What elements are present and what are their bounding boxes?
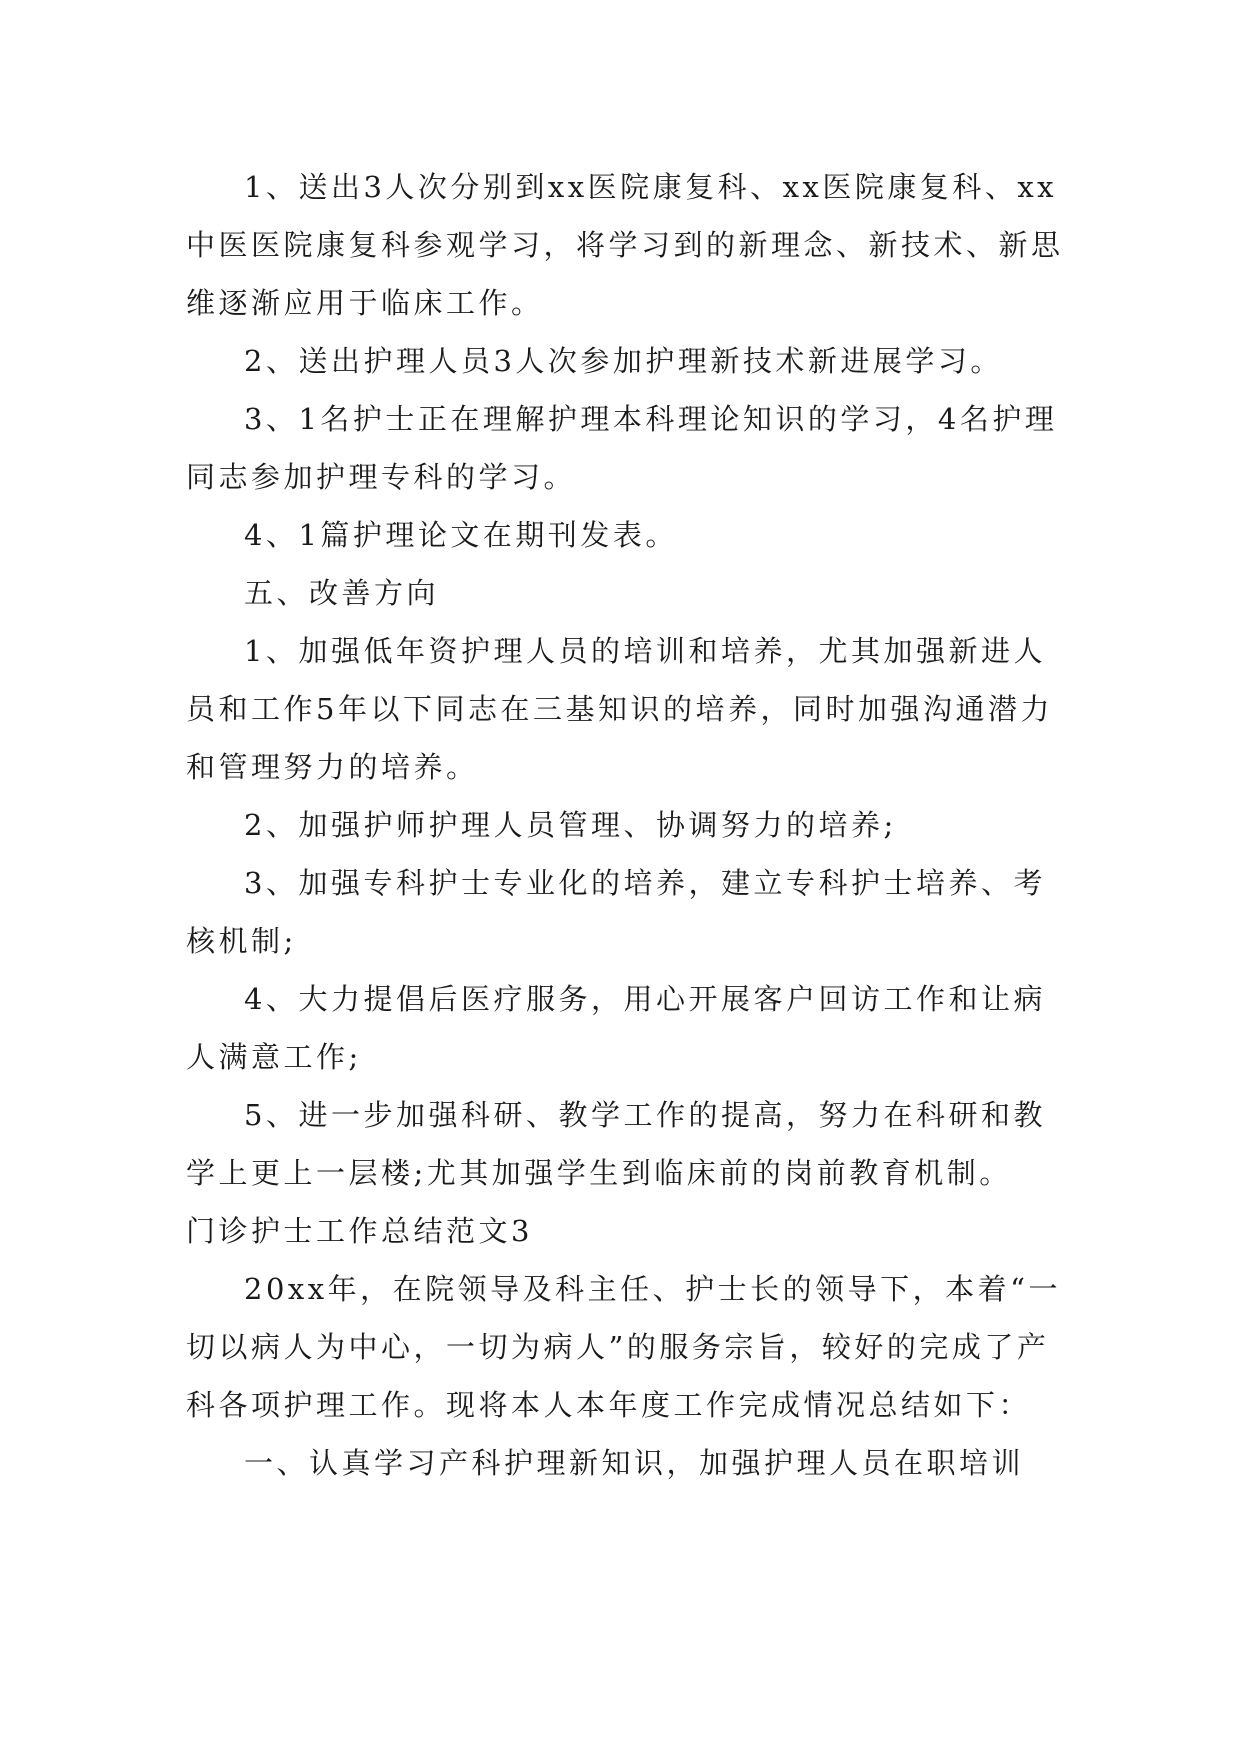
paragraph-item-7: 2、加强护师护理人员管理、协调努力的培养; bbox=[244, 808, 897, 842]
paragraph-item-6: 1、加强低年资护理人员的培训和培养，尤其加强新进人员和工作5年以下同志在三基知识的培养，同时加强沟通潜力和管理努力的培养。 bbox=[186, 634, 1053, 784]
section-heading-one: 一、认真学习产科护理新知识，加强护理人员在职培训 bbox=[244, 1446, 1025, 1480]
section-title-sample-3: 门诊护士工作总结范文3 bbox=[186, 1214, 533, 1248]
paragraph-item-9: 4、大力提倡后医疗服务，用心开展客户回访工作和让病人满意工作; bbox=[186, 982, 1046, 1074]
paragraph-item-3: 3、1名护士正在理解护理本科理论知识的学习，4名护理同志参加护理专科的学习。 bbox=[186, 402, 1058, 494]
paragraph-item-10: 5、进一步加强科研、教学工作的提高，努力在科研和教学上更上一层楼;尤其加强学生到临床前的岗前教育机制。 bbox=[186, 1098, 1046, 1190]
section-heading-improvement: 五、改善方向 bbox=[244, 576, 440, 610]
paragraph-item-2: 2、送出护理人员3人次参加护理新技术新进展学习。 bbox=[244, 344, 1003, 378]
document-body bbox=[186, 158, 1066, 1492]
paragraph-item-1: 1、送出3人次分别到xx医院康复科、xx医院康复科、xx中医医院康复科参观学习，将学习到的新理念、新技术、新思维逐渐应用于临床工作。 bbox=[186, 170, 1064, 320]
paragraph-item-8: 3、加强专科护士专业化的培养，建立专科护士培养、考核机制; bbox=[186, 866, 1046, 958]
paragraph-intro: 20xx年，在院领导及科主任、护士长的领导下，本着“一切以病人为中心，一切为病人”的服务宗旨，较好的完成了产科各项护理工作。现将本人本年度工作完成情况总结如下： bbox=[186, 1272, 1061, 1422]
paragraph-item-4: 4、1篇护理论文在期刊发表。 bbox=[244, 518, 678, 552]
